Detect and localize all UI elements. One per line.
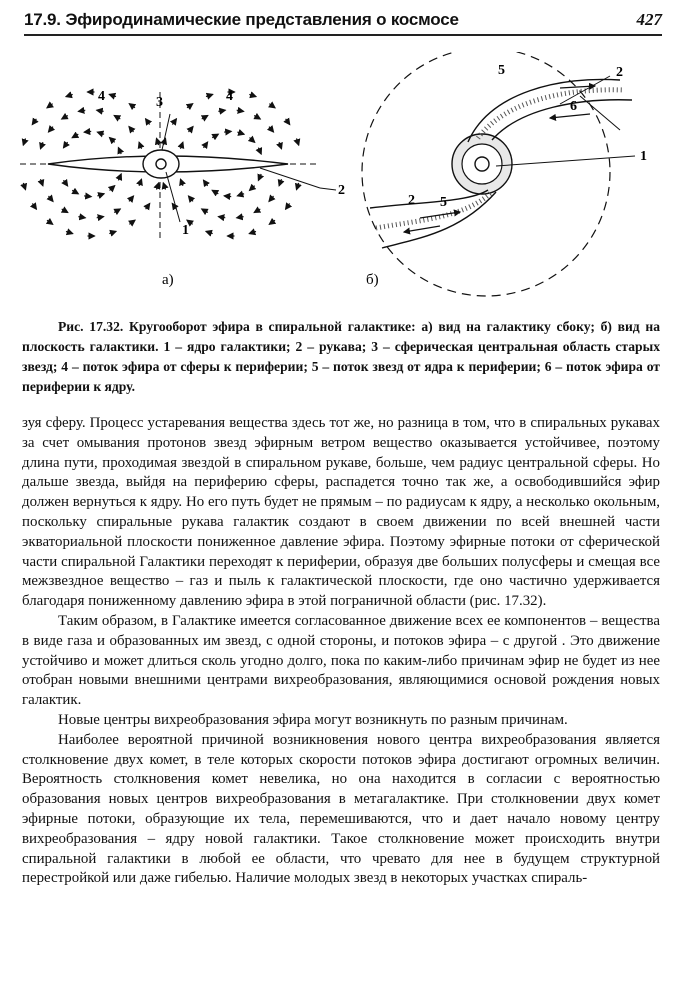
plane-view-panel [362, 52, 647, 296]
flow-arrow [157, 138, 159, 145]
flow-arrow [139, 179, 141, 186]
section-title: 17.9. Эфиродинамические представления о космосе [24, 10, 459, 29]
flow-arrow [250, 186, 255, 191]
flow-arrow [23, 138, 25, 145]
spiral-arm-stipple [376, 192, 492, 228]
flow-arrow [47, 220, 53, 224]
flow-arrow [258, 174, 261, 180]
flow-arrow [218, 110, 225, 111]
leader-line [320, 188, 336, 190]
flow-arrow [72, 134, 78, 138]
flow-arrow [297, 183, 299, 190]
flow-arrow [64, 180, 68, 186]
flow-arrow [279, 142, 281, 149]
marker-1: 1 [640, 149, 647, 164]
figure-caption [22, 317, 660, 397]
flow-arrow [286, 119, 290, 125]
star-flow-arrow [404, 226, 440, 232]
flow-arrow [109, 94, 116, 96]
flow-arrow [78, 110, 85, 111]
flow-arrow [181, 142, 183, 149]
paragraph: Таким образом, в Галактике имеется согласованное движение всех ее компонентов – вещества в виде газа и образованных им звезд, с одной стороны, и потоков эфира – с другой . Это движение устойчиво и может длиться сколь угодно долго, пока по каким-либо причинам эфир не будет из нее отобран новыми внешними центрами вихреобразования, являющимися основой рождения новых галактик. [22, 612, 660, 709]
flow-arrow [97, 132, 104, 134]
panel-label-b: б) [366, 272, 379, 288]
flow-arrow [49, 127, 54, 132]
flow-arrow [269, 220, 275, 224]
flow-arrow [47, 104, 53, 108]
flow-arrow [114, 209, 120, 213]
flow-arrow [279, 179, 281, 186]
flow-arrow [212, 190, 218, 194]
marker-4-right: 4 [226, 89, 233, 104]
marker-3: 3 [156, 95, 163, 110]
flow-arrow [249, 231, 256, 233]
flow-arrow [189, 196, 194, 201]
flow-arrow [110, 186, 115, 191]
flow-arrow [254, 116, 260, 120]
caption-text: Рис. 17.32. Кругооборот эфира в спиральной галактике: а) вид на галактику сбоку; б) вид на плоскость галактики. 1 – ядро галактики; 2 – рукава; 3 – сферическая центральная область старых звезд; 4 – поток эфира от сферы к периферии; 5 – поток звезд от ядра к периферии; 6 – поток эфира от периферии к ядру. [22, 319, 660, 394]
flow-arrow [84, 131, 91, 132]
spiral-arm-stipple [478, 90, 624, 138]
flow-arrow [146, 204, 150, 210]
flow-arrow [269, 104, 275, 108]
flow-arrow [41, 179, 43, 186]
flow-arrow [187, 104, 193, 108]
flow-arrow [254, 209, 260, 213]
flow-arrow [129, 127, 134, 132]
flow-arrow [286, 204, 290, 210]
flow-arrow [212, 134, 218, 138]
marker-6: 6 [570, 99, 577, 114]
flow-arrow [224, 131, 231, 132]
marker-4-left: 4 [98, 89, 105, 104]
page-number: 427 [636, 10, 662, 29]
flow-arrow [269, 127, 274, 132]
flow-arrow [129, 196, 134, 201]
flow-arrow [49, 196, 54, 201]
flow-arrow [157, 183, 159, 190]
flow-arrow [237, 217, 244, 218]
flow-arrow [204, 142, 208, 148]
flow-arrow [204, 180, 208, 186]
flow-arrow [23, 183, 25, 190]
flow-arrow [41, 142, 43, 149]
marker-2: 2 [338, 183, 345, 198]
flow-arrow [202, 116, 208, 120]
flow-arrow [146, 119, 150, 125]
flow-arrow [66, 94, 73, 96]
flow-arrow [163, 183, 165, 190]
body-text [22, 414, 660, 889]
side-view-panel [20, 89, 345, 288]
flow-arrow [84, 196, 91, 197]
galactic-nucleus [156, 159, 166, 169]
flow-arrow [237, 132, 244, 134]
running-header [24, 8, 662, 36]
flow-arrow [62, 209, 68, 213]
flow-arrow [97, 217, 104, 218]
flow-arrow [97, 194, 104, 196]
flow-arrow [224, 196, 231, 197]
flow-arrow [218, 217, 225, 218]
flow-arrow [32, 119, 36, 125]
marker-1: 1 [182, 223, 189, 238]
leader-line [496, 156, 635, 166]
flow-arrow [297, 138, 299, 145]
ether-flow-arrow [550, 114, 590, 118]
paragraph: Новые центры вихреобразования эфира могут возникнуть по разным причинам. [58, 711, 568, 728]
flow-arrow [129, 104, 135, 108]
flow-arrow [237, 110, 244, 111]
leader-line [162, 114, 170, 150]
flow-arrow [118, 148, 121, 154]
flow-arrow [66, 231, 73, 233]
flow-arrow [129, 220, 135, 224]
marker-5-top: 5 [498, 63, 505, 78]
flow-arrow [32, 204, 36, 210]
flow-arrow [258, 148, 261, 154]
flow-arrow [237, 194, 244, 196]
flow-arrow [118, 174, 121, 180]
flow-arrow [249, 94, 256, 96]
marker-2-top: 2 [616, 65, 623, 80]
flow-arrow [202, 209, 208, 213]
spiral-arm-lower [370, 190, 488, 208]
flow-arrow [139, 142, 141, 149]
flow-arrow [109, 231, 116, 233]
flow-arrow [62, 116, 68, 120]
spiral-arm-lower [382, 192, 496, 248]
flow-arrow [269, 196, 274, 201]
leader-line [166, 172, 180, 222]
marker-2-bottom: 2 [408, 193, 415, 208]
galaxy-diagram [20, 52, 670, 300]
marker-5-bottom: 5 [440, 195, 447, 210]
leader-line [580, 96, 620, 130]
flow-arrow [110, 138, 115, 143]
figure-17-32 [20, 52, 670, 300]
flow-arrow [114, 116, 120, 120]
flow-arrow [181, 179, 183, 186]
spiral-arm-upper [492, 100, 632, 140]
flow-arrow [64, 142, 68, 148]
flow-arrow [172, 119, 176, 125]
flow-arrow [189, 127, 194, 132]
paragraph: Наиболее вероятной причиной возникновения нового центра вихреобразования является столкновение двух комет, в теле которых скорости потоков эфира достигают огромных величин. Вероятность столкновения комет невелика, но она находится в согласии с вероятностью образования новых центров вихреобразования в метагалактике. При столкновении двух комет эфирные потоки, образующие их тела, перемешиваются, что и дает начало новому центру вихреобразования – ядру новой галактики. Такое столкновение может происходить внутри спиральной галактики в любой ее области, что чревато для нее в будущем структурной перестройкой или даже гибелью. Наличие молодых звезд в некоторых участках спираль- [22, 731, 660, 887]
paragraph: зуя сферу. Процесс устаревания вещества здесь тот же, но разница в том, что в спиральных рукавах за счет омывания протонов звезд эфирным ветром вещество оказывается устойчивее, поэтому длина пути, проходимая звездой в спиральном рукаве, больше, чем радиус центральной сферы. Но дальше звезда, выйдя на периферию сферы, распадется точно так же, а освободившийся эфир должен вернуться к ядру. Но его путь будет не прямым – по радиусам к ядру, а несколько окольным, поскольку спиральные рукава галактик создают в своем движении по всей внешней части экваториальной плоскости пониженное давление эфира. Поэтому эфирные потоки от сферической части спиральной Галактики переходят к периферии, образуя две больших полусферы и смещая все межзвездное вещество – газ и пыль к галактической плоскости, где оно частично удерживается благодаря пониженному давлению эфира в этой пограничной области (рис. 17.32). [22, 415, 660, 610]
flow-arrow [206, 94, 213, 96]
flow-arrow [250, 138, 255, 143]
flow-arrow [206, 231, 213, 233]
flow-arrow [78, 217, 85, 218]
leader-line [260, 168, 320, 188]
flow-arrow [72, 190, 78, 194]
flow-arrow [97, 110, 104, 111]
panel-label-a: а) [162, 272, 174, 288]
galactic-nucleus [475, 157, 489, 171]
